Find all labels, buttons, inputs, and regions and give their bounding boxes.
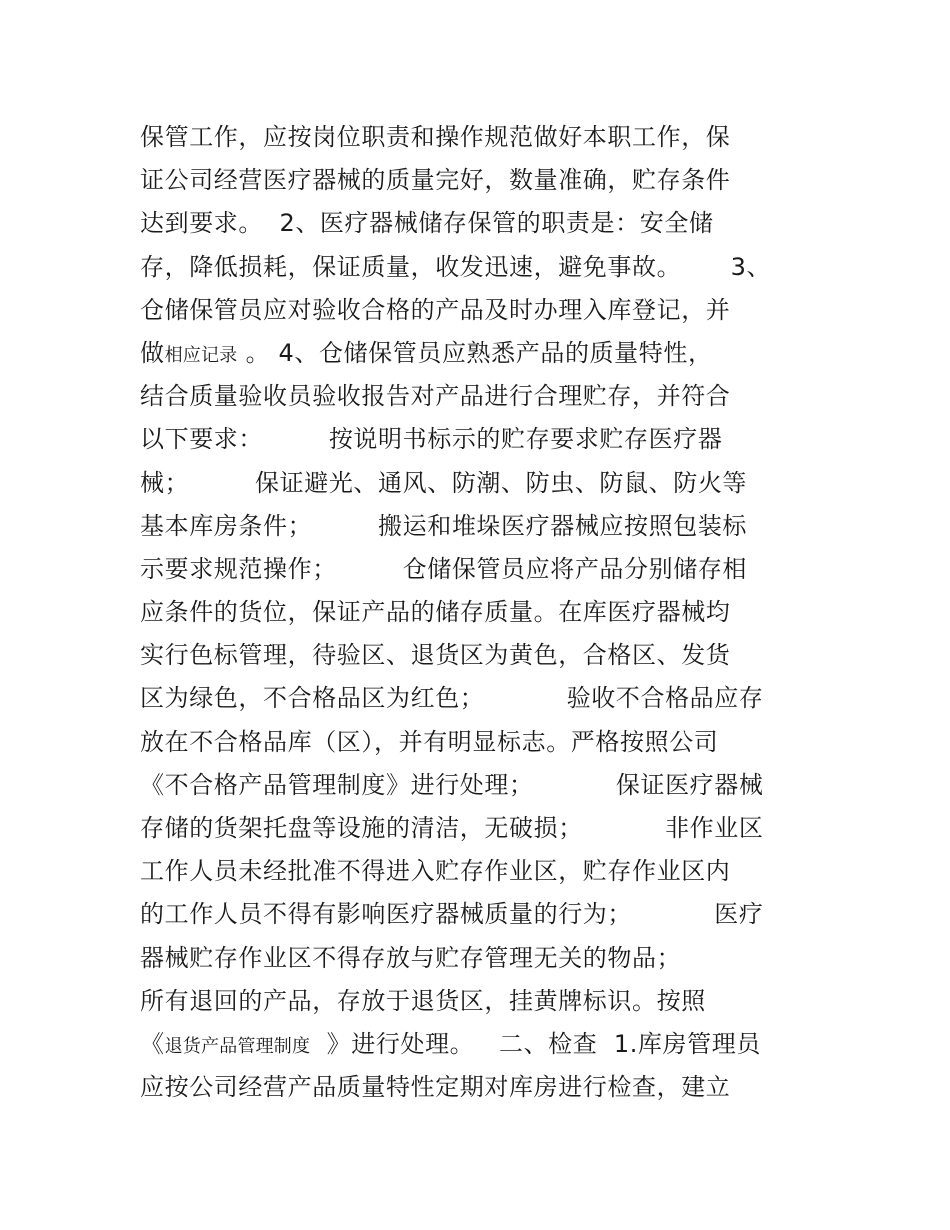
- text-run: 存，降低损耗，保证质量，收发迅速，避免事故。 3、: [140, 252, 772, 281]
- text-run: 应条件的货位，保证产品的储存质量。在库医疗器械均: [140, 598, 731, 627]
- text-line: [140, 159, 840, 202]
- text-run: 所有退回的产品，存放于退货区，挂黄牌标识。按照: [140, 986, 706, 1015]
- text-run: 做: [140, 338, 165, 367]
- text-line: [140, 1066, 840, 1109]
- text-run: 区为绿色，不合格品区为红色； 验收不合格品应存: [140, 684, 764, 713]
- text-run: 实行色标管理，待验区、退货区为黄色，合格区、发货: [140, 641, 731, 670]
- text-run: 放在不合格品库（区），并有明显标志。严格按照公司: [140, 727, 719, 756]
- text-run: 工作人员未经批准不得进入贮存作业区，贮存作业区内: [140, 857, 731, 886]
- text-run: 存储的货架托盘等设施的清洁，无破损； 非作业区: [140, 814, 764, 842]
- text-line: [140, 850, 840, 893]
- text-run-small: 相应记录: [164, 344, 238, 366]
- text-line: [140, 634, 840, 677]
- text-line: [140, 721, 840, 764]
- text-run: 以下要求： 按说明书标示的贮存要求贮存医疗器: [140, 425, 723, 454]
- text-line: [140, 418, 840, 461]
- text-line: [140, 937, 840, 980]
- document-text: [140, 116, 840, 1109]
- text-line: [140, 677, 840, 720]
- text-line: [140, 462, 840, 505]
- text-line: [140, 246, 840, 289]
- text-run: 械； 保证避光、通风、防潮、防虫、防鼠、防火等: [140, 468, 748, 497]
- text-line: [140, 548, 840, 591]
- text-line: [140, 591, 840, 634]
- text-line: [140, 202, 840, 245]
- text-run: 》进行处理。 二、检查 1.库房管理员: [310, 1029, 761, 1058]
- text-run: 。 4、仓储保管员应熟悉产品的质量特性，: [237, 338, 713, 367]
- text-line: [140, 332, 840, 375]
- text-line: [140, 375, 840, 418]
- text-run: 证公司经营医疗器械的质量完好，数量准确，贮存条件: [140, 166, 731, 195]
- text-run: 达到要求。 2、医疗器械储存保管的职责是：安全储: [140, 209, 714, 238]
- text-run: 器械贮存作业区不得存放与贮存管理无关的物品；: [140, 943, 682, 972]
- text-line: [140, 289, 840, 332]
- text-run: 应按公司经营产品质量特性定期对库房进行检查，建立: [140, 1073, 731, 1102]
- text-line: [140, 980, 840, 1023]
- text-line: [140, 505, 840, 548]
- text-run: 《不合格产品管理制度》进行处理； 保证医疗器械: [140, 770, 764, 799]
- text-line: [140, 807, 840, 850]
- text-run: 保管工作，应按岗位职责和操作规范做好本职工作，保: [140, 123, 731, 151]
- text-line: [140, 893, 840, 936]
- text-run: 的工作人员不得有影响医疗器械质量的行为； 医疗: [140, 900, 764, 929]
- text-line: [140, 1023, 840, 1066]
- text-run: 结合质量验收员验收报告对产品进行合理贮存，并符合: [140, 382, 731, 411]
- text-run: 《: [140, 1029, 165, 1058]
- text-run: 示要求规范操作； 仓储保管员应将产品分别储存相: [140, 554, 748, 583]
- text-run-small: 退货产品管理制度: [164, 1035, 311, 1057]
- text-line: [140, 764, 840, 807]
- text-run: 基本库房条件； 搬运和堆垛医疗器械应按照包装标: [140, 511, 748, 540]
- text-run: 仓储保管员应对验收合格的产品及时办理入库登记，并: [140, 295, 731, 324]
- text-line: [140, 116, 840, 159]
